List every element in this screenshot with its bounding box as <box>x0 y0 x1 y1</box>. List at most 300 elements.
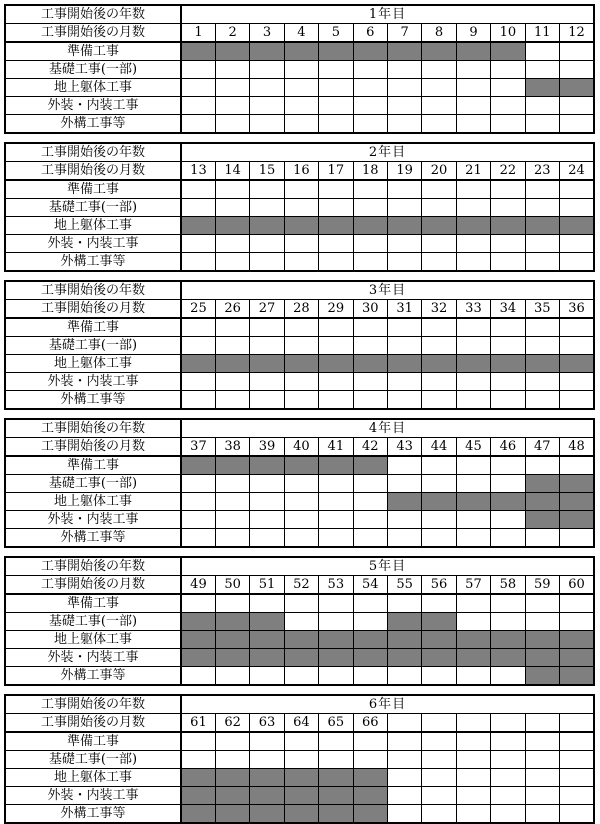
schedule-bar-cell <box>215 631 249 649</box>
month-header-row <box>5 714 594 733</box>
schedule-bar-cell <box>525 217 559 235</box>
month-number: 13 <box>181 162 215 181</box>
schedule-cell <box>491 805 525 824</box>
schedule-cell <box>525 732 559 751</box>
schedule-cell <box>559 769 594 787</box>
schedule-cell <box>387 475 421 493</box>
schedule-cell <box>456 769 490 787</box>
schedule-cell <box>250 594 284 613</box>
task-label: 基礎工事(一部) <box>5 613 181 631</box>
schedule-bar-cell <box>215 217 249 235</box>
schedule-cell <box>215 318 249 337</box>
schedule-cell <box>525 787 559 805</box>
schedule-bar-cell <box>559 355 594 373</box>
schedule-cell <box>491 475 525 493</box>
month-number: 66 <box>353 714 387 733</box>
schedule-cell <box>250 180 284 199</box>
schedule-cell <box>456 253 490 272</box>
month-number: 61 <box>181 714 215 733</box>
schedule-bar-cell <box>491 493 525 511</box>
schedule-cell <box>456 732 490 751</box>
schedule-cell <box>353 318 387 337</box>
year-title: 2年目 <box>181 143 594 162</box>
schedule-bar-cell <box>525 649 559 667</box>
schedule-cell <box>319 373 353 391</box>
month-number: 44 <box>422 438 456 457</box>
schedule-cell <box>387 732 421 751</box>
schedule-bar-cell <box>215 42 249 61</box>
schedule-bar-cell <box>422 631 456 649</box>
task-row <box>5 475 594 493</box>
task-label: 外構工事等 <box>5 253 181 272</box>
task-row <box>5 805 594 824</box>
schedule-bar-cell <box>422 493 456 511</box>
task-row <box>5 355 594 373</box>
schedule-cell <box>387 337 421 355</box>
schedule-bar-cell <box>215 649 249 667</box>
schedule-cell <box>181 180 215 199</box>
schedule-cell <box>456 79 490 97</box>
schedule-cell <box>422 373 456 391</box>
schedule-cell <box>319 79 353 97</box>
year-header-row <box>5 557 594 576</box>
schedule-bar-cell <box>559 649 594 667</box>
schedule-bar-cell <box>319 805 353 824</box>
schedule-cell <box>353 253 387 272</box>
schedule-cell <box>422 769 456 787</box>
schedule-cell <box>181 373 215 391</box>
schedule-bar-cell <box>284 805 318 824</box>
schedule-cell <box>284 373 318 391</box>
schedule-cell <box>284 391 318 410</box>
month-number: 36 <box>559 300 594 319</box>
schedule-cell <box>559 337 594 355</box>
schedule-cell <box>353 511 387 529</box>
schedule-cell <box>284 732 318 751</box>
task-row <box>5 318 594 337</box>
schedule-bar-cell <box>319 769 353 787</box>
schedule-cell <box>250 337 284 355</box>
schedule-cell <box>250 253 284 272</box>
schedule-cell <box>422 318 456 337</box>
month-number: 11 <box>525 24 559 43</box>
schedule-cell <box>319 97 353 115</box>
schedule-bar-cell <box>215 613 249 631</box>
schedule-bar-cell <box>250 355 284 373</box>
schedule-bar-cell <box>319 649 353 667</box>
schedule-cell <box>387 529 421 548</box>
schedule-cell <box>181 529 215 548</box>
schedule-cell <box>422 787 456 805</box>
schedule-cell <box>181 61 215 79</box>
schedule-cell <box>387 199 421 217</box>
schedule-bar-cell <box>250 649 284 667</box>
schedule-bar-cell <box>387 613 421 631</box>
schedule-cell <box>215 373 249 391</box>
schedule-cell <box>181 97 215 115</box>
schedule-cell <box>456 235 490 253</box>
schedule-cell <box>319 391 353 410</box>
schedule-cell <box>215 475 249 493</box>
schedule-cell <box>559 180 594 199</box>
schedule-bar-cell <box>353 787 387 805</box>
schedule-cell <box>456 594 490 613</box>
month-number: 64 <box>284 714 318 733</box>
schedule-cell <box>353 594 387 613</box>
schedule-cell <box>559 199 594 217</box>
schedule-cell <box>491 235 525 253</box>
schedule-bar-cell <box>387 649 421 667</box>
schedule-cell <box>422 79 456 97</box>
month-number: 53 <box>319 576 353 595</box>
schedule-bar-cell <box>559 475 594 493</box>
task-row <box>5 493 594 511</box>
schedule-cell <box>525 235 559 253</box>
month-number: 51 <box>250 576 284 595</box>
year-header-row <box>5 281 594 300</box>
schedule-cell <box>491 511 525 529</box>
month-number: 5 <box>319 24 353 43</box>
schedule-cell <box>456 180 490 199</box>
schedule-bar-cell <box>353 805 387 824</box>
task-label: 外構工事等 <box>5 805 181 824</box>
schedule-cell <box>250 235 284 253</box>
task-label: 基礎工事(一部) <box>5 475 181 493</box>
schedule-cell <box>456 391 490 410</box>
schedule-cell <box>284 751 318 769</box>
schedule-bar-cell <box>525 493 559 511</box>
month-number: 65 <box>319 714 353 733</box>
schedule-cell <box>422 97 456 115</box>
schedule-bar-cell <box>559 493 594 511</box>
schedule-cell <box>559 787 594 805</box>
schedule-cell <box>559 391 594 410</box>
schedule-cell <box>456 511 490 529</box>
year-header-row <box>5 143 594 162</box>
month-number <box>456 714 490 733</box>
schedule-cell <box>353 751 387 769</box>
schedule-cell <box>456 787 490 805</box>
month-number: 48 <box>559 438 594 457</box>
month-number: 4 <box>284 24 318 43</box>
schedule-cell <box>559 594 594 613</box>
schedule-cell <box>250 318 284 337</box>
schedule-cell <box>491 769 525 787</box>
schedule-bar-cell <box>284 42 318 61</box>
schedule-cell <box>353 391 387 410</box>
schedule-cell <box>181 115 215 134</box>
schedule-cell <box>491 115 525 134</box>
schedule-cell <box>319 180 353 199</box>
schedule-cell <box>319 235 353 253</box>
month-number: 59 <box>525 576 559 595</box>
schedule-bar-cell <box>525 355 559 373</box>
month-number: 62 <box>215 714 249 733</box>
month-header-label: 工事開始後の月数 <box>5 300 181 319</box>
schedule-cell <box>525 61 559 79</box>
schedule-bar-cell <box>559 79 594 97</box>
schedule-cell <box>559 751 594 769</box>
schedule-cell <box>215 97 249 115</box>
schedule-cell <box>215 180 249 199</box>
schedule-cell <box>181 79 215 97</box>
schedule-cell <box>491 318 525 337</box>
schedule-cell <box>181 391 215 410</box>
schedule-cell <box>559 97 594 115</box>
schedule-cell <box>525 42 559 61</box>
schedule-cell <box>491 529 525 548</box>
schedule-bar-cell <box>353 456 387 475</box>
schedule-bar-cell <box>525 631 559 649</box>
month-number: 31 <box>387 300 421 319</box>
schedule-cell <box>215 391 249 410</box>
schedule-bar-cell <box>353 42 387 61</box>
schedule-cell <box>422 667 456 686</box>
schedule-cell <box>387 235 421 253</box>
schedule-cell <box>456 61 490 79</box>
month-header-row <box>5 300 594 319</box>
schedule-cell <box>215 337 249 355</box>
schedule-cell <box>353 667 387 686</box>
schedule-cell <box>319 732 353 751</box>
task-label: 準備工事 <box>5 732 181 751</box>
task-row <box>5 373 594 391</box>
task-row <box>5 61 594 79</box>
schedule-cell <box>284 667 318 686</box>
schedule-cell <box>559 253 594 272</box>
schedule-cell <box>387 769 421 787</box>
schedule-cell <box>525 529 559 548</box>
month-number: 20 <box>422 162 456 181</box>
schedule-cell <box>525 456 559 475</box>
month-number: 18 <box>353 162 387 181</box>
month-number: 15 <box>250 162 284 181</box>
schedule-cell <box>559 61 594 79</box>
schedule-cell <box>181 475 215 493</box>
schedule-bar-cell <box>181 456 215 475</box>
task-row <box>5 751 594 769</box>
month-number: 35 <box>525 300 559 319</box>
schedule-cell <box>353 373 387 391</box>
schedule-cell <box>353 79 387 97</box>
task-row <box>5 631 594 649</box>
month-number: 1 <box>181 24 215 43</box>
month-number: 57 <box>456 576 490 595</box>
task-row <box>5 649 594 667</box>
schedule-table-year-5 <box>4 556 595 686</box>
schedule-cell <box>215 667 249 686</box>
month-number: 3 <box>250 24 284 43</box>
schedule-cell <box>525 594 559 613</box>
schedule-cell <box>491 97 525 115</box>
schedule-cell <box>559 115 594 134</box>
schedule-cell <box>422 115 456 134</box>
schedule-cell <box>215 493 249 511</box>
schedule-cell <box>491 787 525 805</box>
schedule-cell <box>250 79 284 97</box>
schedule-cell <box>525 253 559 272</box>
schedule-cell <box>559 373 594 391</box>
schedule-cell <box>491 61 525 79</box>
year-title: 1年目 <box>181 5 594 24</box>
schedule-bar-cell <box>181 787 215 805</box>
schedule-cell <box>319 493 353 511</box>
year-header-label: 工事開始後の年数 <box>5 557 181 576</box>
schedule-cell <box>456 373 490 391</box>
schedule-bar-cell <box>525 667 559 686</box>
schedule-cell <box>284 493 318 511</box>
schedule-cell <box>284 97 318 115</box>
schedule-bar-cell <box>422 613 456 631</box>
schedule-cell <box>525 115 559 134</box>
schedule-bar-cell <box>250 217 284 235</box>
schedule-cell <box>559 529 594 548</box>
schedule-bar-cell <box>181 355 215 373</box>
schedule-cell <box>353 97 387 115</box>
schedule-cell <box>525 769 559 787</box>
schedule-cell <box>215 751 249 769</box>
month-number: 58 <box>491 576 525 595</box>
schedule-cell <box>250 493 284 511</box>
schedule-bar-cell <box>422 355 456 373</box>
schedule-cell <box>284 253 318 272</box>
schedule-bar-cell <box>387 355 421 373</box>
schedule-bar-cell <box>319 42 353 61</box>
task-label: 外装・内装工事 <box>5 97 181 115</box>
schedule-cell <box>319 115 353 134</box>
schedule-cell <box>181 751 215 769</box>
task-label: 準備工事 <box>5 318 181 337</box>
month-number <box>491 714 525 733</box>
schedule-cell <box>422 337 456 355</box>
task-row <box>5 115 594 134</box>
schedule-bar-cell <box>319 787 353 805</box>
schedule-cell <box>456 456 490 475</box>
schedule-cell <box>319 475 353 493</box>
month-number: 34 <box>491 300 525 319</box>
month-header-row <box>5 24 594 43</box>
schedule-cell <box>181 594 215 613</box>
schedule-bar-cell <box>215 355 249 373</box>
schedule-cell <box>250 391 284 410</box>
schedule-bar-cell <box>181 631 215 649</box>
month-number: 49 <box>181 576 215 595</box>
schedule-bar-cell <box>181 805 215 824</box>
schedule-bar-cell <box>387 631 421 649</box>
schedule-cell <box>422 732 456 751</box>
schedule-cell <box>319 751 353 769</box>
month-header-label: 工事開始後の月数 <box>5 438 181 457</box>
schedule-cell <box>215 511 249 529</box>
schedule-cell <box>250 373 284 391</box>
schedule-cell <box>250 732 284 751</box>
schedule-cell <box>284 529 318 548</box>
schedule-bar-cell <box>215 769 249 787</box>
month-number: 23 <box>525 162 559 181</box>
month-header-label: 工事開始後の月数 <box>5 576 181 595</box>
schedule-cell <box>319 61 353 79</box>
schedule-cell <box>319 318 353 337</box>
schedule-cell <box>422 529 456 548</box>
schedule-bar-cell <box>456 493 490 511</box>
schedule-cell <box>250 115 284 134</box>
schedule-table-year-1 <box>4 4 595 134</box>
month-header-row <box>5 162 594 181</box>
task-label: 地上躯体工事 <box>5 355 181 373</box>
schedule-bar-cell <box>491 355 525 373</box>
schedule-cell <box>353 732 387 751</box>
month-number: 56 <box>422 576 456 595</box>
schedule-cell <box>422 199 456 217</box>
schedule-cell <box>525 613 559 631</box>
schedule-cell <box>559 613 594 631</box>
schedule-cell <box>284 337 318 355</box>
schedule-cell <box>353 180 387 199</box>
schedule-bar-cell <box>319 631 353 649</box>
schedule-cell <box>181 235 215 253</box>
schedule-bar-cell <box>491 42 525 61</box>
month-header-label: 工事開始後の月数 <box>5 162 181 181</box>
month-number: 12 <box>559 24 594 43</box>
schedule-bar-cell <box>284 787 318 805</box>
month-number: 50 <box>215 576 249 595</box>
task-label: 地上躯体工事 <box>5 631 181 649</box>
month-number: 43 <box>387 438 421 457</box>
month-number: 14 <box>215 162 249 181</box>
year-header-label: 工事開始後の年数 <box>5 5 181 24</box>
schedule-cell <box>525 199 559 217</box>
schedule-bar-cell <box>215 805 249 824</box>
schedule-cell <box>387 456 421 475</box>
month-number <box>525 714 559 733</box>
schedule-cell <box>491 667 525 686</box>
schedule-bar-cell <box>284 631 318 649</box>
schedule-bar-cell <box>559 217 594 235</box>
schedule-bar-cell <box>525 511 559 529</box>
schedule-cell <box>387 115 421 134</box>
schedule-bar-cell <box>250 42 284 61</box>
schedule-bar-cell <box>215 456 249 475</box>
schedule-table-year-3 <box>4 280 595 410</box>
month-number: 42 <box>353 438 387 457</box>
task-row <box>5 613 594 631</box>
schedule-bar-cell <box>215 787 249 805</box>
task-row <box>5 235 594 253</box>
schedule-cell <box>319 594 353 613</box>
schedule-cell <box>181 732 215 751</box>
schedule-cell <box>387 594 421 613</box>
schedule-bar-cell <box>559 631 594 649</box>
month-number: 26 <box>215 300 249 319</box>
year-header-row <box>5 695 594 714</box>
schedule-cell <box>284 180 318 199</box>
schedule-cell <box>387 180 421 199</box>
task-label: 外構工事等 <box>5 667 181 686</box>
schedule-cell <box>284 475 318 493</box>
schedule-bar-cell <box>353 631 387 649</box>
month-number: 25 <box>181 300 215 319</box>
schedule-table-year-6 <box>4 694 595 824</box>
schedule-cell <box>491 199 525 217</box>
schedule-cell <box>422 475 456 493</box>
month-number: 24 <box>559 162 594 181</box>
schedule-cell <box>422 61 456 79</box>
schedule-bar-cell <box>456 217 490 235</box>
schedule-cell <box>422 594 456 613</box>
schedule-cell <box>215 732 249 751</box>
month-number: 33 <box>456 300 490 319</box>
task-row <box>5 769 594 787</box>
